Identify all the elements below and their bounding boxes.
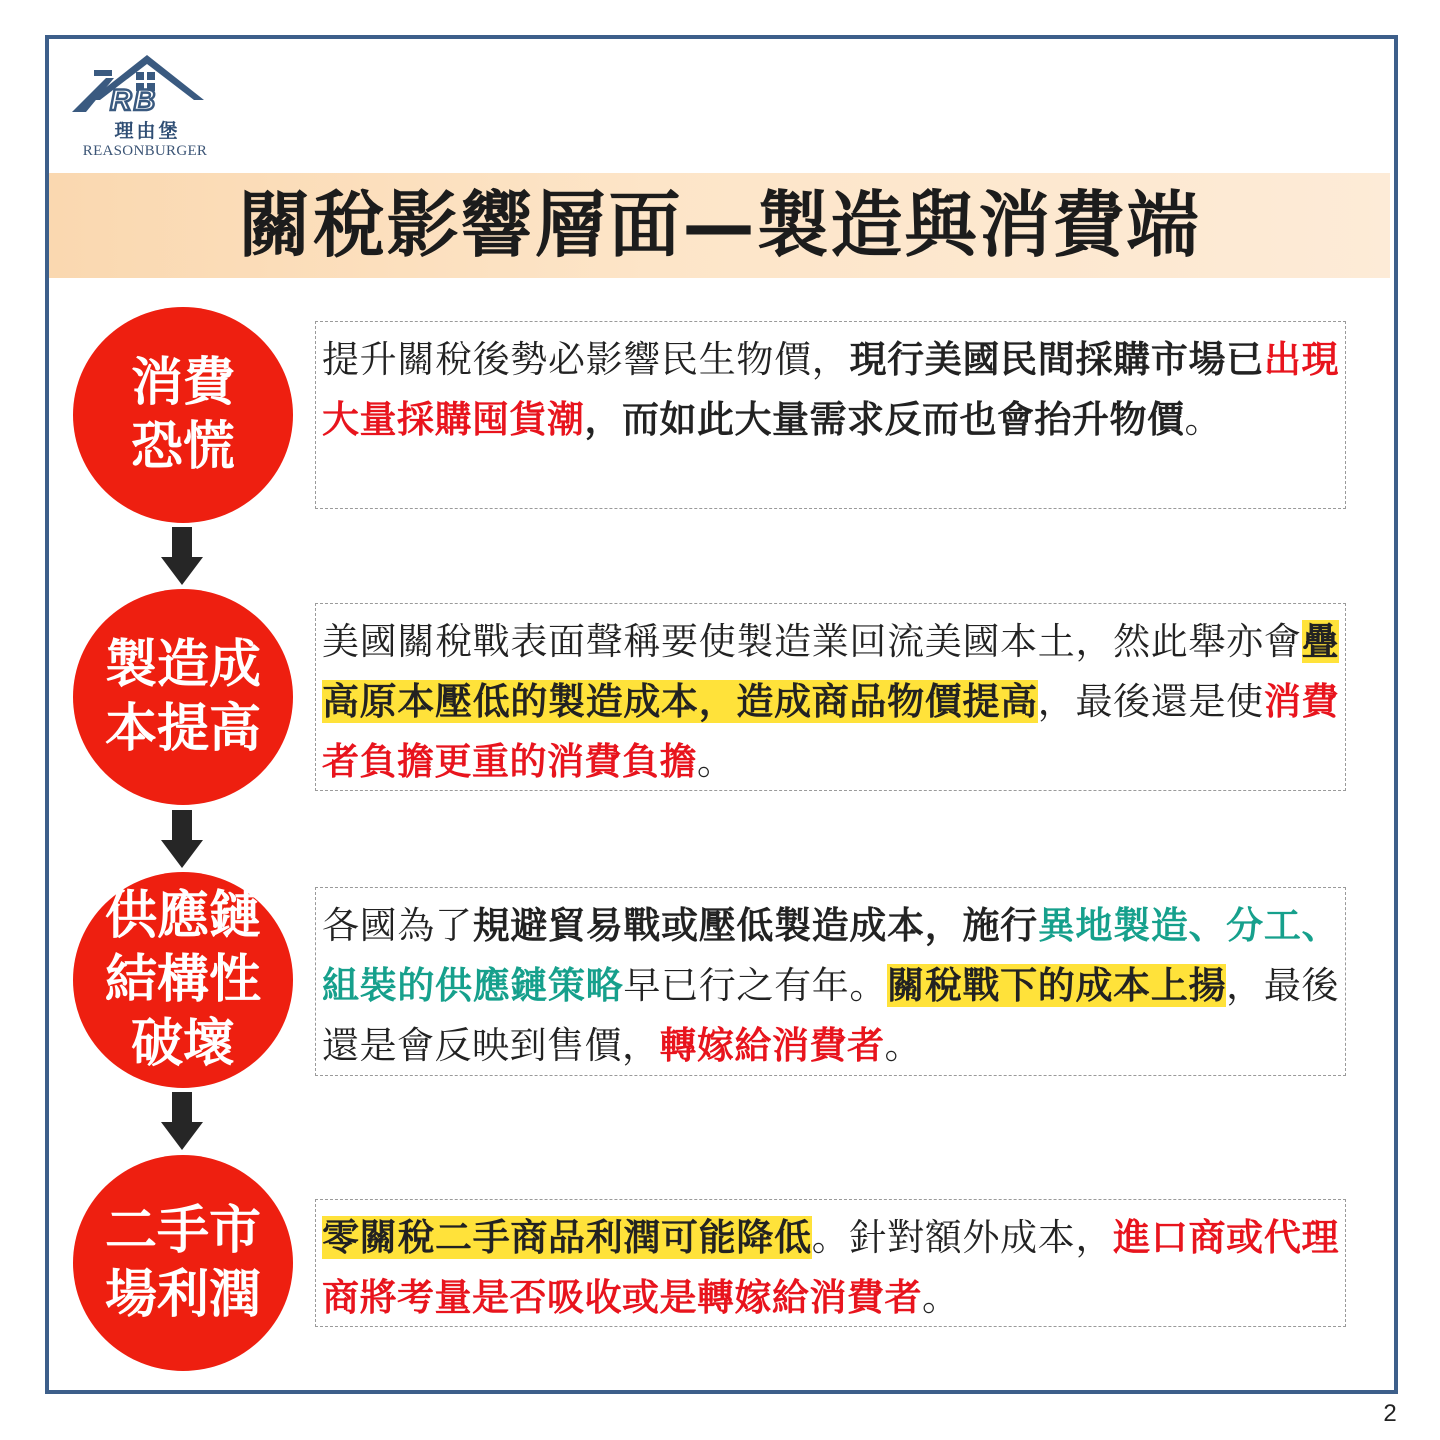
- text-segment: 。: [1184, 398, 1222, 441]
- text-box-manufacturing-cost: [315, 603, 1346, 791]
- text-segment: 規避貿易戰或壓低製造成本，施行: [472, 904, 1038, 947]
- text-segment: 疊高原本壓低的製造成本，造成商品物價提高: [322, 620, 1339, 723]
- text-segment: 。: [922, 1276, 960, 1319]
- title-band: [49, 173, 1390, 278]
- arrow-down-icon: [161, 527, 203, 585]
- page-title: 關稅影響層面—製造與消費端: [238, 183, 1201, 267]
- text-segment: 現行美國民間採購市場已: [849, 338, 1264, 381]
- text-segment: 。: [884, 1024, 922, 1067]
- text-segment: 美國關稅戰表面聲稱要使製造業回流美國本土，然此舉亦會: [322, 620, 1302, 663]
- text-segment: 。針對額外成本，: [811, 1216, 1114, 1259]
- text-segment: 關稅戰下的成本上揚: [887, 964, 1227, 1007]
- text-segment: 零關稅二手商品利潤可能降低: [322, 1216, 812, 1259]
- logo-mark: RB: [110, 84, 158, 117]
- text-segment: 轉嫁給消費者: [659, 1024, 885, 1067]
- text-segment: ，最後還是會反映到售價，: [322, 964, 1340, 1067]
- arrow-down-icon: [161, 1092, 203, 1150]
- logo-chinese-name: 理由堡: [114, 120, 181, 142]
- logo-english-name: REASONBURGER: [82, 143, 208, 159]
- text-segment: ，而如此大量需求反而也會抬升物價: [584, 398, 1185, 441]
- text-segment: 。: [697, 740, 735, 783]
- page-number: 2: [1383, 1400, 1397, 1427]
- text-box-consumer-panic: [315, 321, 1346, 509]
- text-segment: 早已行之有年。: [623, 964, 888, 1007]
- circle-second-hand-market: [73, 1155, 293, 1371]
- circle-label: 供應鏈 結構性 破壞: [104, 886, 261, 1074]
- paragraph: [322, 1208, 1339, 1328]
- circle-label: 消費 恐慌: [130, 353, 235, 477]
- text-box-second-hand-market: [315, 1199, 1346, 1327]
- text-segment: 出現大量採購囤貨潮: [322, 338, 1340, 441]
- circle-label: 二手市 場利潤: [104, 1201, 261, 1325]
- paragraph: [322, 330, 1339, 450]
- text-segment: 消費者負擔更重的消費負擔: [322, 680, 1340, 783]
- circle-supply-chain: [73, 872, 293, 1088]
- circle-label: 製造成 本提高: [104, 635, 261, 759]
- circle-manufacturing-cost: [73, 589, 293, 805]
- paragraph: [322, 896, 1339, 1076]
- paragraph: [322, 612, 1339, 792]
- arrow-down-icon: [161, 810, 203, 868]
- text-box-supply-chain: [315, 887, 1346, 1076]
- text-segment: 進口商或代理商將考量是否吸收或是轉嫁給消費者: [322, 1216, 1340, 1319]
- text-segment: 各國為了: [322, 904, 473, 947]
- text-segment: 提升關稅後勢必影響民生物價，: [322, 338, 850, 381]
- text-segment: ，最後還是使: [1037, 680, 1264, 723]
- text-segment: 異地製造、分工、組裝的供應鏈策略: [322, 904, 1340, 1007]
- circle-consumer-panic: [73, 307, 293, 523]
